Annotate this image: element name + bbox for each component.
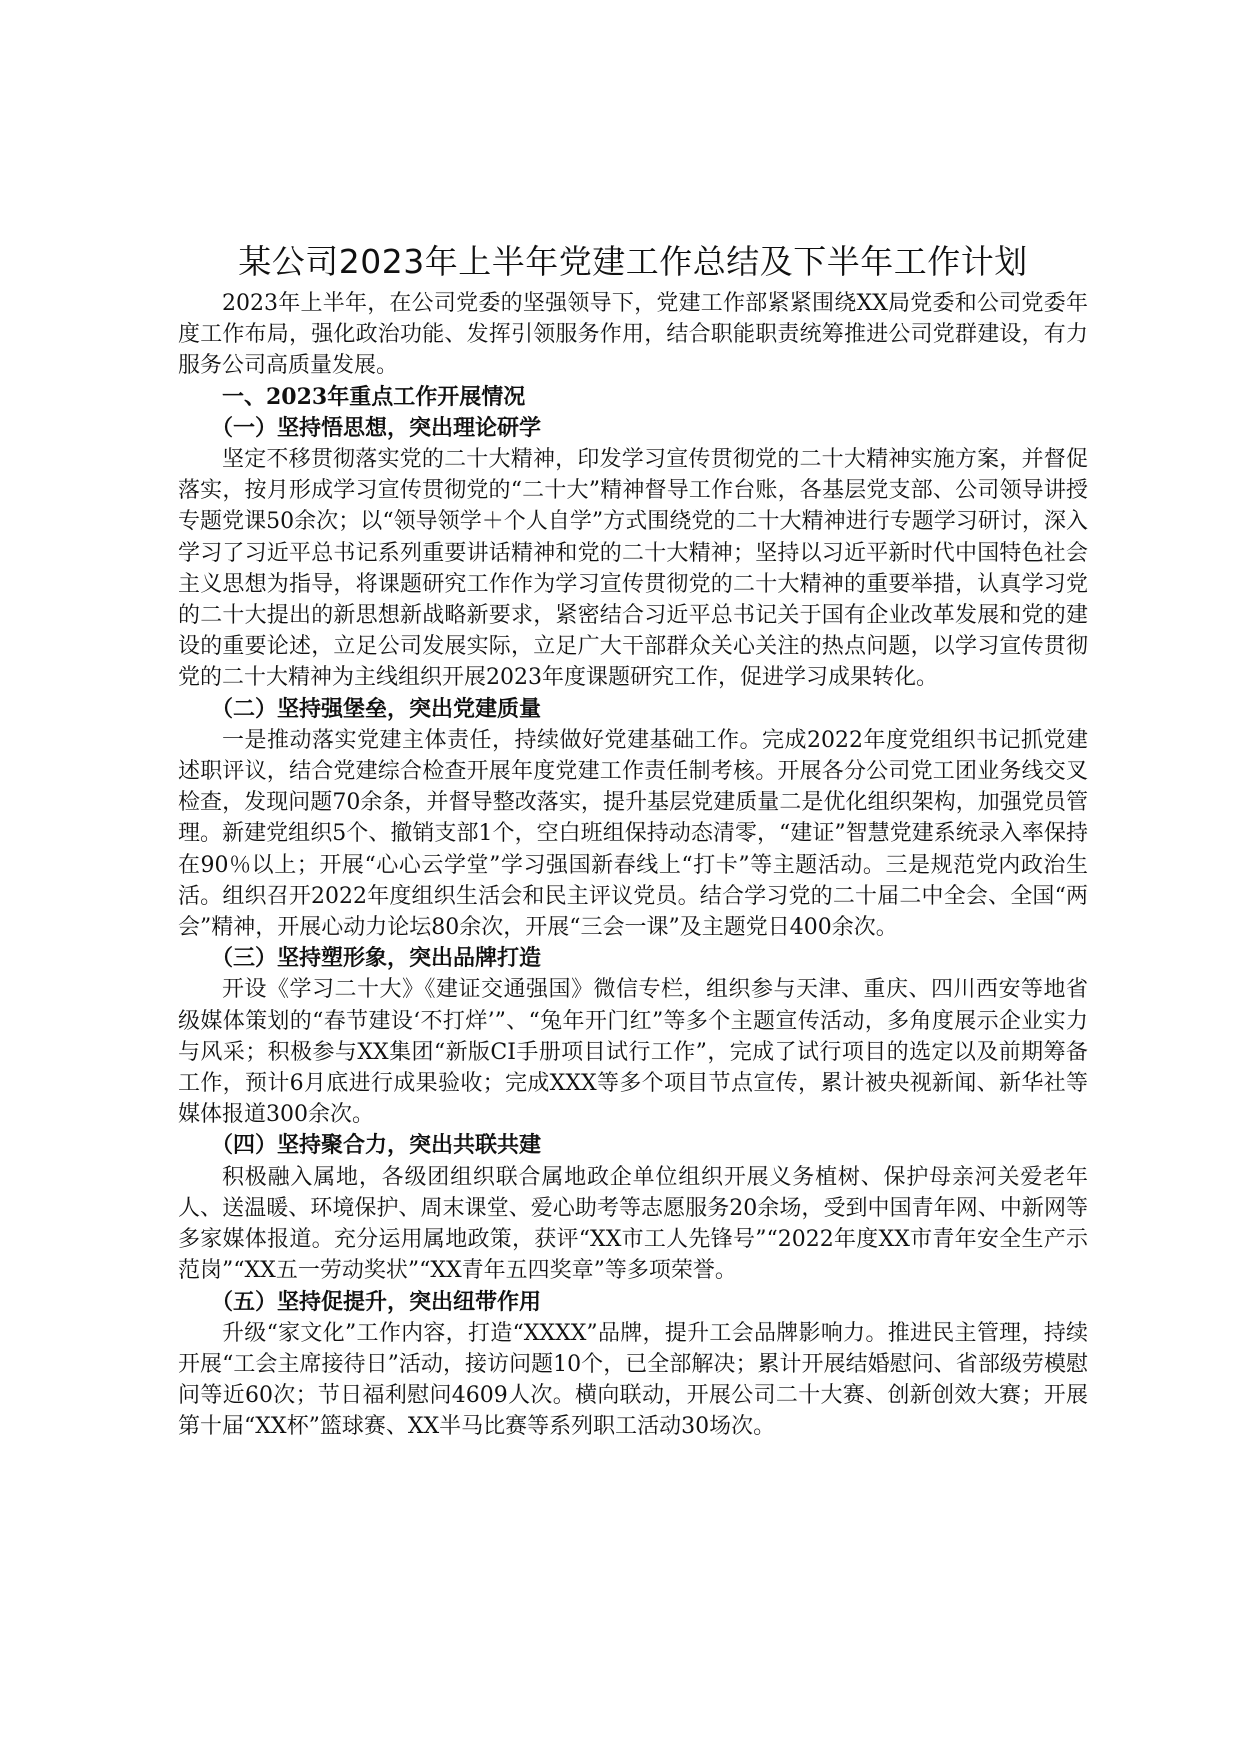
subsection-heading: （四）坚持聚合力，突出共联共建 — [211, 1132, 542, 1159]
document-title: 某公司2023年上半年党建工作总结及下半年工作计划 — [238, 242, 1028, 281]
subsection-heading: （五）坚持促提升，突出纽带作用 — [211, 1288, 542, 1315]
subsection-heading: （一）坚持悟思想，突出理论研学 — [211, 414, 542, 441]
section-heading: 一、2023年重点工作开展情况 — [222, 383, 526, 410]
subsection-heading: （二）坚持强堡垒，突出党建质量 — [211, 695, 542, 722]
body-paragraph: 坚定不移贯彻落实党的二十大精神，印发学习宣传贯彻党的二十大精神实施方案，并督促落实，按月形成学习宣传贯彻党的“二十大”精神督导工作台账，各基层党支部、公司领导讲授专题党课50余次；以“领导领学＋个人自学”方式围绕党的二十大精神进行专题学习研讨，深入学习了习近平总书记系列重要讲话精神和党的二十大精神；坚持以习近平新时代中国特色社会主义思想为指导，将课题研究工作作为学习宣传贯彻党的二十大精神的重要举措，认真学习党的二十大提出的新思想新战略新要求，紧密结合习近平总书记关于国有企业改革发展和党的建设的重要论述，立足公司发展实际，立足广大干部群众关心关注的热点问题，以学习宣传贯彻党的二十大精神为主线组织开展2023年度课题研究工作，促进学习成果转化。 — [178, 447, 1088, 691]
body-paragraph: 开设《学习二十大》《建证交通强国》微信专栏，组织参与天津、重庆、四川西安等地省级媒体策划的“春节建设‘不打烊’”、“兔年开门红”等多个主题宣传活动，多角度展示企业实力与风采；积极参与XX集团“新版CI手册项目试行工作”，完成了试行项目的选定以及前期筹备工作，预计6月底进行成果验收；完成XXX等多个项目节点宣传，累计被央视新闻、新华社等媒体报道300余次。 — [178, 977, 1088, 1128]
intro-paragraph: 2023年上半年，在公司党委的坚强领导下，党建工作部紧紧围绕XX局党委和公司党委年度工作布局，强化政治功能、发挥引领服务作用，结合职能职责统筹推进公司党群建设，有力服务公司高质量发展。 — [178, 291, 1088, 379]
subsection-heading: （三）坚持塑形象，突出品牌打造 — [211, 945, 542, 972]
body-paragraph: 一是推动落实党建主体责任，持续做好党建基础工作。完成2022年度党组织书记抓党建述职评议，结合党建综合检查开展年度党建工作责任制考核。开展各分公司党工团业务线交叉检查，发现问题70余条，并督导整改落实，提升基层党建质量二是优化组织架构，加强党员管理。新建党组织5个、撤销支部1个，空白班组保持动态清零，“建证”智慧党建系统录入率保持在90％以上；开展“心心云学堂”学习强国新春线上“打卡”等主题活动。三是规范党内政治生活。组织召开2022年度组织生活会和民主评议党员。结合学习党的二十届二中全会、全国“两会”精神，开展心动力论坛80余次，开展“三会一课”及主题党日400余次。 — [178, 727, 1088, 941]
body-paragraph: 积极融入属地，各级团组织联合属地政企单位组织开展义务植树、保护母亲河关爱老年人、送温暖、环境保护、周末课堂、爱心助考等志愿服务20余场，受到中国青年网、中新网等多家媒体报道。充分运用属地政策，获评“XX市工人先锋号”“2022年度XX市青年安全生产示范岗”“XX五一劳动奖状”“XX青年五四奖章”等多项荣誉。 — [178, 1164, 1088, 1284]
body-paragraph: 升级“家文化”工作内容，打造“XXXX”品牌，提升工会品牌影响力。推进民主管理，持续开展“工会主席接待日”活动，接访问题10个，已全部解决；累计开展结婚慰问、省部级劳模慰问等近60次；节日福利慰问4609人次。横向联动，开展公司二十大赛、创新创效大赛；开展第十届“XX杯”篮球赛、XX半马比赛等系列职工活动30场次。 — [178, 1320, 1088, 1440]
document-page — [178, 240, 1088, 1443]
